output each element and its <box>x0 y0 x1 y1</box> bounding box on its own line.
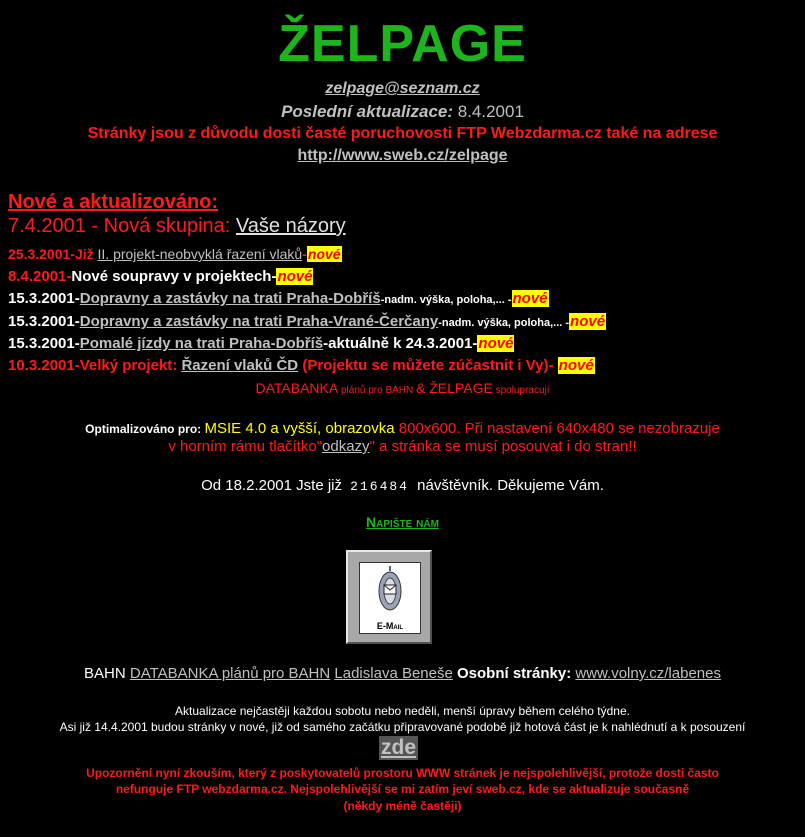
news-item <box>8 246 342 262</box>
visitors-post: návštěvník. Děkujeme Vám. <box>412 477 604 494</box>
bahn-links-line <box>0 665 805 682</box>
optimization-text-2-pre: v horním rámu tlačítko" <box>168 438 323 455</box>
news-date: 8.4.2001- <box>8 268 72 285</box>
news-sep: - <box>548 357 558 374</box>
optimization-label: Optimalizováno pro: <box>85 422 205 436</box>
update-note-2: Asi již 14.4.2001 budou stránky v nové, již od samého začátku připravované podobě již hotová část je k nahlédnutí a k posouzení <box>59 720 746 734</box>
news-date: 10.3.2001-Velký projekt: <box>8 357 182 374</box>
update-note-1: Aktualizace nejčastěji každou sobotu nebo neděli, menší úpravy během celého týdne. <box>175 704 630 718</box>
last-update <box>0 102 805 122</box>
mailbox-icon <box>360 563 420 619</box>
personal-pages-link[interactable]: www.volny.cz/labenes <box>575 665 721 682</box>
warning-line-1: Upozornění nyní zkouším, který z poskytovatelů prostoru WWW stránek je nejspolehlivější, protože dosti často <box>86 766 719 780</box>
write-us-link[interactable]: Napište nám <box>366 514 439 530</box>
email-link[interactable]: zelpage@seznam.cz <box>325 80 480 97</box>
odkazy-link[interactable]: odkazy <box>322 438 370 455</box>
news-item <box>8 313 606 330</box>
write-us-link-wrap <box>0 514 805 530</box>
news-text: -aktuálně k 24.3.2001- <box>323 335 478 352</box>
new-badge: nové <box>307 246 341 262</box>
visitor-counter: 216484 <box>350 479 409 494</box>
new-badge: nové <box>512 290 548 307</box>
new-badge: nové <box>570 313 606 330</box>
last-update-label: Poslední aktualizace: <box>281 102 454 121</box>
new-badge: nové <box>558 357 594 374</box>
personal-pages-label: Osobní stránky: <box>452 665 576 682</box>
news-link[interactable]: Dopravny a zastávky na trati Praha-Vrané-Čerčany <box>79 313 439 330</box>
news-small: -nadm. výška, poloha,... - <box>438 317 570 329</box>
email-link-wrap <box>0 80 805 98</box>
news-date: 15.3.2001- <box>8 290 80 307</box>
news-item <box>8 357 595 374</box>
author-link[interactable]: Ladislava Beneše <box>334 665 453 682</box>
news-link[interactable]: Pomalé jízdy na trati Praha-Dobříš <box>79 335 324 352</box>
optimization-highlight: MSIE 4.0 a vyšší, obrazovka <box>204 420 395 437</box>
news-text: (Projektu se můžete zúčastnit i Vy) <box>298 357 549 374</box>
page-title: ŽELPAGE <box>278 15 527 73</box>
news-heading: Nové a aktualizováno: <box>8 191 219 213</box>
news-date: 25.3.2001-Již <box>8 246 98 262</box>
databanka-note <box>0 380 805 396</box>
new-badge: nové <box>277 268 313 285</box>
mirror-notice: Stránky jsou z důvodu dosti časté poruchovosti FTP Webzdarma.cz také na adrese <box>87 125 718 142</box>
news-link[interactable]: II. projekt-neobvyklá řazení vlaků <box>97 246 303 262</box>
databanka-small2: spolupracují <box>492 385 550 396</box>
email-button[interactable] <box>346 550 432 644</box>
databanka-big1: DATABANKA <box>255 380 339 396</box>
alt-url-wrap <box>0 147 805 165</box>
zde-link[interactable]: zde <box>381 736 417 759</box>
new-badge: nové <box>478 335 514 352</box>
news-link[interactable]: Řazení vlaků ČD <box>181 357 299 374</box>
bahn-label: BAHN <box>84 665 130 682</box>
news-item <box>8 268 313 285</box>
news-date: 15.3.2001- <box>8 335 80 352</box>
optimization-line-1 <box>0 420 805 437</box>
email-button-label: E-Mail <box>376 621 404 631</box>
news-text: Nové soupravy v projektech- <box>71 268 277 285</box>
warning-line-2: nefunguje FTP webzdarma.cz. Nejspolehlivější se mi zatím jeví sweb.cz, kde se aktualizuje současně <box>115 782 690 796</box>
databanka-small1: plánů pro BAHN <box>338 385 417 396</box>
news-item <box>8 290 549 307</box>
news-sep: - <box>302 246 307 262</box>
visitors-pre: Od 18.2.2001 Jste již <box>201 477 347 494</box>
optimization-text-2-post: " a stránka se musí posouvat i do stran!! <box>369 438 637 455</box>
optimization-line-2 <box>0 438 805 455</box>
news-item <box>8 215 346 238</box>
alt-url-link[interactable]: http://www.sweb.cz/zelpage <box>297 147 508 164</box>
last-update-date: 8.4.2001 <box>457 102 524 121</box>
databanka-link[interactable]: DATABANKA plánů pro BAHN <box>129 665 331 682</box>
email-button-face <box>359 562 421 634</box>
warning-line-3: (někdy méně častěji) <box>343 799 462 813</box>
databanka-big2: & ŽELPAGE <box>416 380 493 396</box>
news-date: 15.3.2001- <box>8 313 80 330</box>
visitor-counter-line <box>0 477 805 494</box>
news-item <box>8 335 514 352</box>
optimization-text-1: 800x600. Při nastavení 640x480 se nezobrazuje <box>394 420 720 437</box>
news-small: -nadm. výška, poloha,... - <box>380 294 512 306</box>
news-link[interactable]: Vaše názory <box>235 215 346 237</box>
news-date: 7.4.2001 - Nová skupina: <box>8 215 236 237</box>
news-link[interactable]: Dopravny a zastávky na trati Praha-Dobříš <box>79 290 381 307</box>
